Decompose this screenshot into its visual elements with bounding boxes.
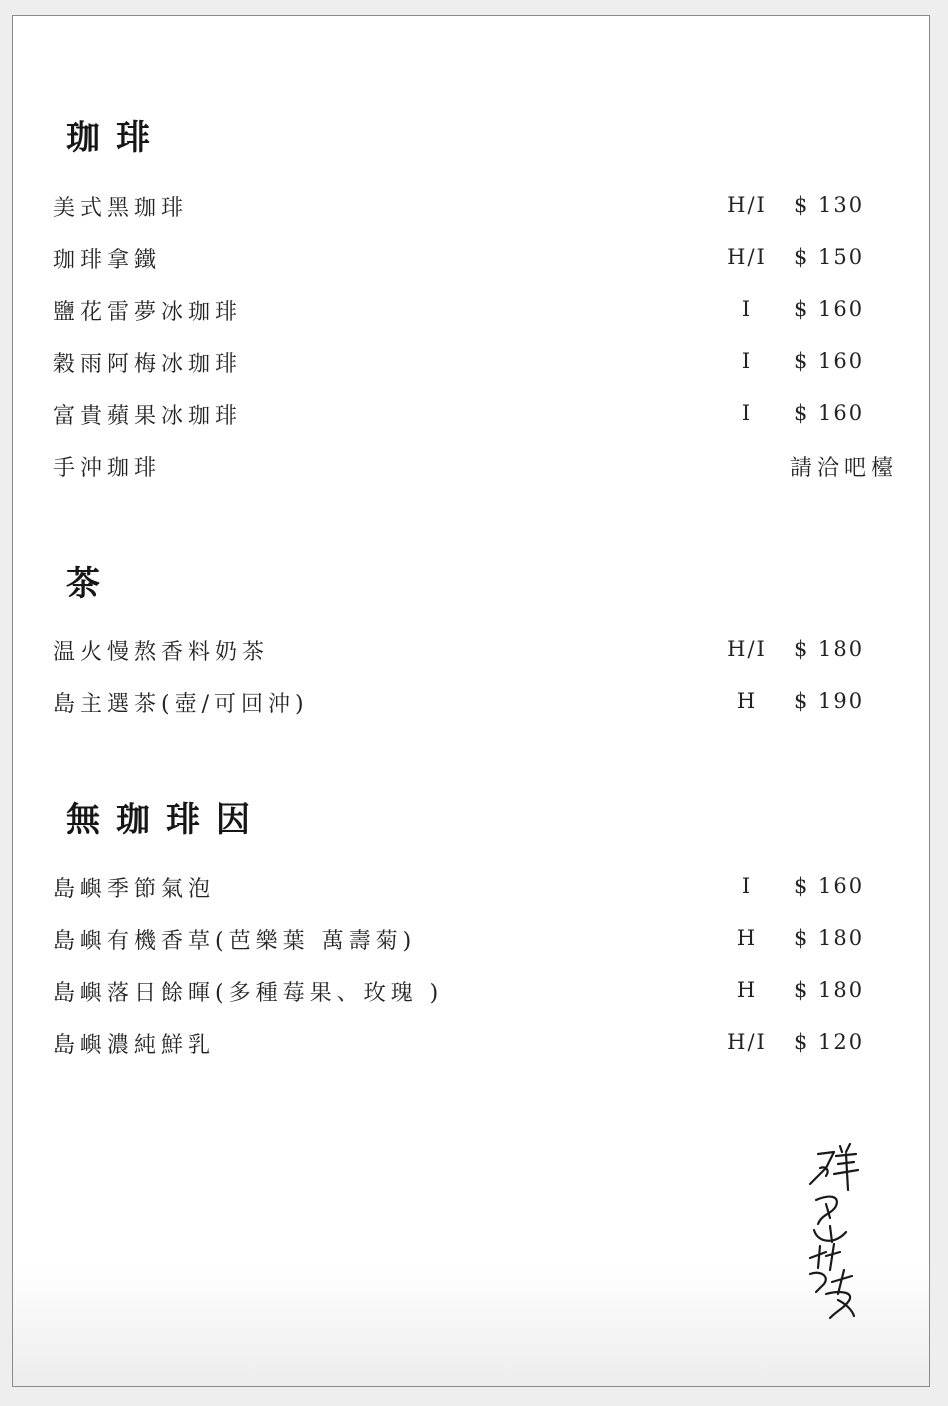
menu-item-note: 請洽吧檯 [789, 456, 898, 481]
menu-item-size: I [741, 297, 753, 321]
menu-item-name: 島嶼有機香草(芭樂葉 萬壽菊) [53, 929, 417, 954]
menu-item-name: 島嶼落日餘暉(多種莓果、玫瑰 ) [53, 981, 444, 1006]
handwritten-signature [796, 1134, 866, 1324]
menu-item-name: 珈琲拿鐵 [53, 248, 162, 273]
menu-item-price: $ 160 [794, 401, 865, 425]
section-title-coffee: 珈琲 [66, 118, 166, 158]
menu-item-size: I [741, 401, 753, 425]
menu-item-size: H/I [727, 1030, 767, 1054]
menu-item-name: 富貴蘋果冰珈琲 [53, 404, 243, 429]
menu-item-size: H/I [727, 245, 767, 269]
menu-item-price: $ 120 [794, 1030, 865, 1054]
menu-item-name: 穀雨阿梅冰珈琲 [53, 352, 243, 377]
menu-item-name: 美式黑珈琲 [53, 196, 189, 221]
menu-item-name: 島主選茶(壺/可回沖) [53, 692, 309, 717]
menu-item-size: H/I [727, 637, 767, 661]
menu-item-price: $ 160 [794, 297, 865, 321]
menu-item-name: 島嶼濃純鮮乳 [53, 1033, 216, 1058]
menu-item-size: I [741, 874, 753, 898]
menu-item-size: H [736, 978, 758, 1002]
section-title-tea: 茶 [66, 564, 116, 604]
menu-item-size: H/I [727, 193, 767, 217]
menu-item-size: I [741, 349, 753, 373]
menu-item-price: $ 160 [794, 874, 865, 898]
menu-item-price: $ 150 [794, 245, 865, 269]
menu-item-name: 温火慢熬香料奶茶 [53, 640, 270, 665]
menu-item-name: 島嶼季節氣泡 [53, 877, 216, 902]
menu-item-size: H [736, 689, 758, 713]
menu-item-name: 鹽花雷夢冰珈琲 [53, 300, 243, 325]
menu-item-size: H [736, 926, 758, 950]
menu-item-price: $ 160 [794, 349, 865, 373]
menu-item-price: $ 130 [794, 193, 865, 217]
menu-item-price: $ 190 [794, 689, 865, 713]
menu-item-price: $ 180 [794, 978, 865, 1002]
menu-item-price: $ 180 [794, 637, 865, 661]
menu-item-price: $ 180 [794, 926, 865, 950]
menu-item-name: 手沖珈琲 [53, 456, 162, 481]
section-title-decaf: 無珈琲因 [66, 800, 266, 840]
